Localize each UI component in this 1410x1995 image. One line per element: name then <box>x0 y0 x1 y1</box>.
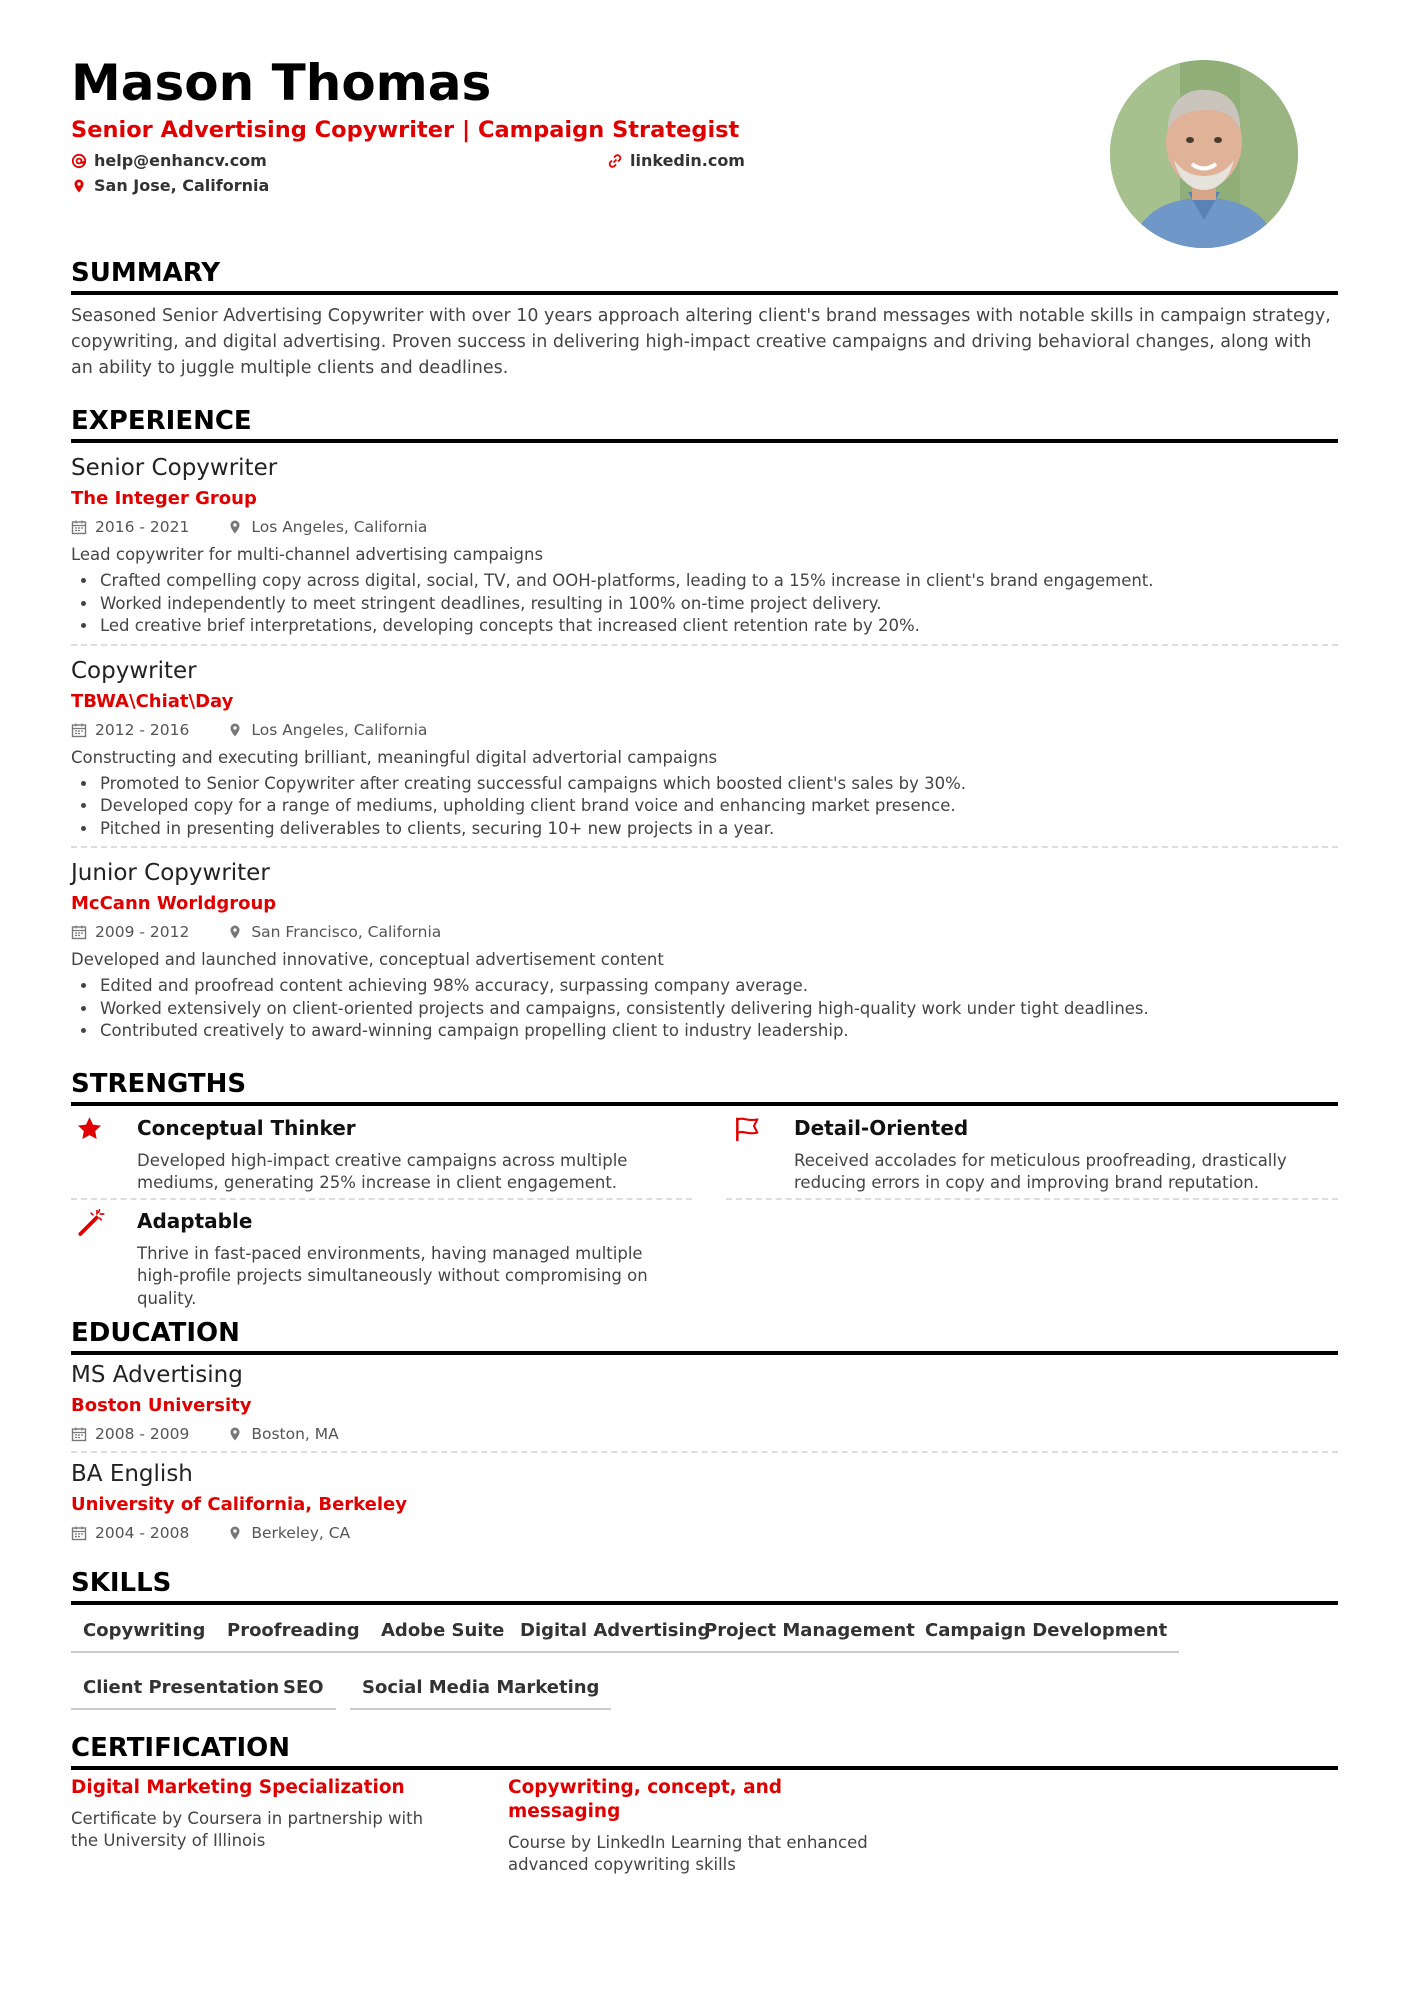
job-dates: 2016 - 2021 <box>95 518 190 536</box>
location-pin-icon <box>227 1426 243 1442</box>
job-meta <box>71 719 1338 741</box>
strength-title: Conceptual Thinker <box>137 1115 356 1140</box>
skill-tag: SEO <box>271 1670 336 1710</box>
calendar-icon <box>71 722 87 738</box>
calendar-icon <box>71 519 87 535</box>
strength-title: Detail-Oriented <box>794 1115 969 1140</box>
magic-wand-icon <box>77 1209 107 1239</box>
job-description: Lead copywriter for multi-channel advertising campaigns <box>71 545 544 564</box>
location-pin-icon <box>227 722 243 738</box>
job-dates: 2012 - 2016 <box>95 720 190 739</box>
job-bullets <box>71 570 1338 638</box>
strength-divider <box>71 1198 692 1200</box>
job-location: San Francisco, California <box>251 923 442 941</box>
resume-header <box>71 0 1338 258</box>
strength-description: Thrive in fast-paced environments, having managed multiple high-profile projects simultaneously without compromising on quality. <box>137 1243 648 1308</box>
company-name: The Integer Group <box>71 488 257 509</box>
education-entry <box>71 1360 1338 1453</box>
section-divider <box>71 439 1338 443</box>
education-meta <box>71 1522 1338 1544</box>
company-name: TBWA\Chiat\Day <box>71 690 234 712</box>
job-title: Senior Copywriter <box>71 455 278 481</box>
strength-title: Adaptable <box>137 1208 253 1233</box>
job-bullet: • Contributed creatively to award-winning campaign propelling client to industry leadership. <box>98 1020 1338 1043</box>
profile-photo <box>1110 60 1298 248</box>
location-pin-icon <box>227 1525 243 1541</box>
education-location: Berkeley, CA <box>251 1523 351 1542</box>
email-text: help@enhancv.com <box>94 151 267 170</box>
education-dates: 2008 - 2009 <box>95 1424 190 1443</box>
strength-item <box>77 1116 697 1196</box>
skills-section <box>71 1568 1338 1723</box>
experience-entry <box>71 453 1338 646</box>
link-icon <box>607 153 623 169</box>
education-location: Boston, MA <box>251 1424 339 1443</box>
company-name: McCann Worldgroup <box>71 893 277 914</box>
experience-entry <box>71 656 1338 849</box>
experience-section <box>71 406 1338 1043</box>
job-location: Los Angeles, California <box>251 518 428 536</box>
section-divider <box>71 1351 1338 1355</box>
summary-section <box>71 258 1338 381</box>
flag-icon <box>734 1116 764 1146</box>
avatar <box>1110 60 1298 248</box>
job-bullets <box>71 975 1338 1043</box>
skill-tag: Social Media Marketing <box>350 1670 611 1710</box>
certification-list <box>71 1770 1338 1874</box>
skill-tag: Campaign Development <box>913 1613 1179 1653</box>
job-bullet: • Promoted to Senior Copywriter after creating successful campaigns which boosted client's sales by 30%. <box>98 773 1338 796</box>
school-name: Boston University <box>71 1394 252 1416</box>
degree-title: BA English <box>71 1460 193 1487</box>
strength-item <box>77 1208 697 1308</box>
skill-tag: Project Management <box>692 1613 927 1653</box>
education-meta <box>71 1423 1338 1445</box>
calendar-icon <box>71 924 87 940</box>
education-heading: EDUCATION <box>71 1317 240 1348</box>
job-bullets <box>71 773 1338 841</box>
job-dates: 2009 - 2012 <box>95 923 190 941</box>
strength-divider <box>726 1198 1338 1200</box>
strength-description: Received accolades for meticulous proofreading, drastically reducing errors in copy and improving brand reputation. <box>794 1150 1287 1192</box>
experience-heading: EXPERIENCE <box>71 406 252 436</box>
section-divider <box>71 291 1338 295</box>
entry-divider <box>71 846 1338 848</box>
certification-heading: CERTIFICATION <box>71 1732 290 1763</box>
education-section <box>71 1318 1338 1544</box>
summary-text: Seasoned Senior Advertising Copywriter with over 10 years approach altering client's brand messages with notable skills in campaign strategy, copywriting, and digital advertising. Proven success in delivering high-impact creative campaigns and driving behavioral changes, along with an ability to juggle multiple clients and deadlines. <box>71 306 1331 378</box>
skill-tag: Client Presentation <box>71 1670 291 1710</box>
education-entry <box>71 1459 1338 1544</box>
location-contact <box>71 176 269 195</box>
job-title: Junior Copywriter <box>71 860 270 886</box>
certification-description: Course by LinkedIn Learning that enhanced advanced copywriting skills <box>508 1832 868 1874</box>
star-icon <box>77 1116 107 1146</box>
degree-title: MS Advertising <box>71 1361 243 1388</box>
candidate-headline: Senior Advertising Copywriter | Campaign Strategist <box>71 117 740 143</box>
candidate-name: Mason Thomas <box>71 54 492 112</box>
certification-title: Copywriting, concept, and messaging <box>508 1776 783 1822</box>
strengths-heading: STRENGTHS <box>71 1068 247 1099</box>
job-bullet: • Developed copy for a range of mediums, upholding client brand voice and enhancing market presence. <box>98 795 1338 818</box>
job-description: Constructing and executing brilliant, meaningful digital advertorial campaigns <box>71 747 718 767</box>
summary-heading: SUMMARY <box>71 258 221 288</box>
certification-section <box>71 1732 1338 1874</box>
strengths-grid <box>71 1106 1338 1320</box>
location-pin-icon <box>227 519 243 535</box>
certification-description: Certificate by Coursera in partnership with the University of Illinois <box>71 1808 424 1850</box>
school-name: University of California, Berkeley <box>71 1493 407 1515</box>
job-bullet: • Crafted compelling copy across digital, social, TV, and OOH-platforms, leading to a 15% increase in client's brand engagement. <box>98 570 1338 593</box>
job-bullet: • Pitched in presenting deliverables to clients, securing 10+ new projects in a year. <box>98 818 1338 841</box>
skill-tag: Proofreading <box>215 1613 372 1653</box>
calendar-icon <box>71 1426 87 1442</box>
job-bullet: • Worked independently to meet stringent deadlines, resulting in 100% on-time project delivery. <box>98 593 1338 616</box>
job-bullet: • Led creative brief interpretations, developing concepts that increased client retention rate by 20%. <box>98 615 1338 638</box>
entry-divider <box>71 644 1338 646</box>
education-dates: 2004 - 2008 <box>95 1523 190 1542</box>
certification-title: Digital Marketing Specialization <box>71 1776 405 1798</box>
job-meta <box>71 921 1338 943</box>
job-bullet: • Worked extensively on client-oriented projects and campaigns, consistently delivering high-quality work under tight deadlines. <box>98 998 1338 1021</box>
job-location: Los Angeles, California <box>251 720 428 739</box>
location-text: San Jose, California <box>94 176 270 195</box>
job-meta <box>71 516 1338 538</box>
job-bullet: • Edited and proofread content achieving 98% accuracy, surpassing company average. <box>98 975 1338 998</box>
skills-heading: SKILLS <box>71 1567 172 1598</box>
certification-item <box>508 1776 888 1877</box>
skill-tag: Digital Advertising <box>508 1613 722 1653</box>
skill-tag: Adobe Suite <box>369 1613 516 1653</box>
at-icon <box>71 153 87 169</box>
certification-item <box>71 1776 451 1853</box>
strength-item <box>734 1116 1334 1196</box>
job-description: Developed and launched innovative, conceptual advertisement content <box>71 950 664 969</box>
location-pin-icon <box>227 924 243 940</box>
strength-description: Developed high-impact creative campaigns across multiple mediums, generating 25% increase in client engagement. <box>137 1150 628 1192</box>
linkedin-contact[interactable] <box>607 151 745 170</box>
entry-divider <box>71 1451 1338 1453</box>
skills-list <box>71 1605 1338 1723</box>
skill-tag: Copywriting <box>71 1613 217 1653</box>
linkedin-text: linkedin.com <box>630 151 745 170</box>
calendar-icon <box>71 1525 87 1541</box>
job-title: Copywriter <box>71 657 197 684</box>
email-contact[interactable] <box>71 151 267 170</box>
strengths-section <box>71 1069 1338 1320</box>
experience-entry <box>71 858 1338 1043</box>
location-pin-icon <box>71 178 87 194</box>
